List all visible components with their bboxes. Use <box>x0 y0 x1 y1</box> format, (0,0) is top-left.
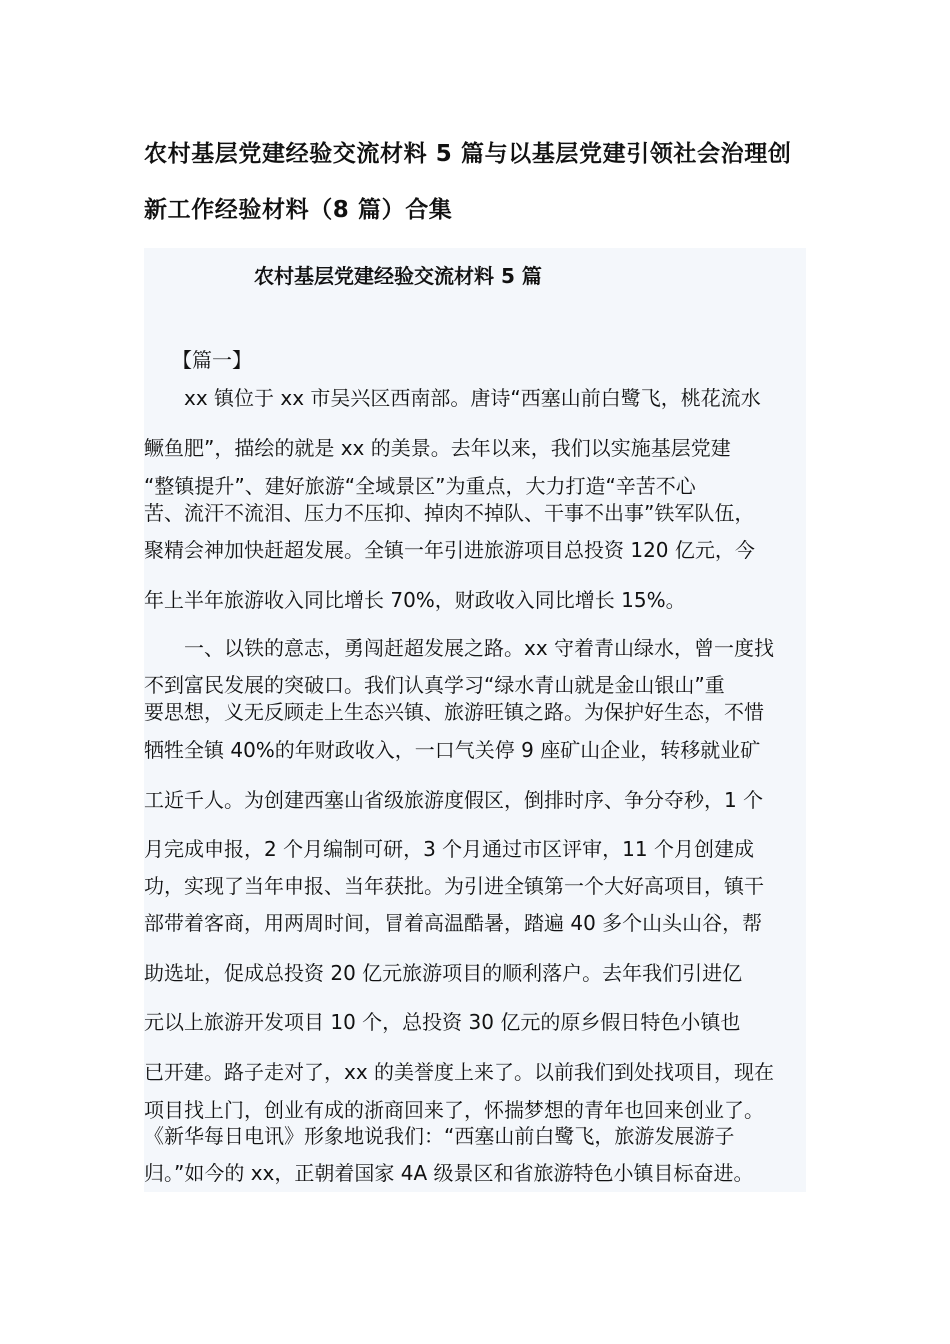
paragraph-line: 《新华每日电讯》形象地说我们：“西塞山前白鹭飞，旅游发展游子 <box>144 1124 735 1148</box>
paragraph-line: 聚精会神加快赶超发展。全镇一年引进旅游项目总投资 120 亿元，今 <box>144 538 755 562</box>
document-title-line-2: 新工作经验材料（8 篇）合集 <box>144 197 453 223</box>
section-heading: 农村基层党建经验交流材料 5 篇 <box>254 264 542 288</box>
paragraph-line: 月完成申报，2 个月编制可研，3 个月通过市区评审，11 个月创建成 <box>144 837 754 861</box>
document-title <box>144 126 824 238</box>
paragraph-line: 工近千人。为创建西塞山省级旅游度假区，倒排时序、争分夺秒，1 个 <box>144 788 764 812</box>
paragraph-line: 助选址，促成总投资 20 亿元旅游项目的顺利落户。去年我们引进亿 <box>144 961 743 985</box>
paragraph-line: xx 镇位于 xx 市吴兴区西南部。唐诗“西塞山前白鹭飞，桃花流水 <box>184 386 761 410</box>
document-title-line-1: 农村基层党建经验交流材料 5 篇与以基层党建引领社会治理创 <box>144 141 792 167</box>
paragraph-line: 牺牲全镇 40%的年财政收入，一口气关停 9 座矿山企业，转移就业矿 <box>144 738 761 762</box>
paragraph-line: “整镇提升”、建好旅游“全域景区”为重点，大力打造“辛苦不心 <box>144 474 696 498</box>
paragraph-line: 年上半年旅游收入同比增长 70%，财政收入同比增长 15%。 <box>144 588 686 612</box>
paragraph-line: 已开建。路子走对了，xx 的美誉度上来了。以前我们到处找项目，现在 <box>144 1060 775 1084</box>
paragraph-line: 项目找上门，创业有成的浙商回来了，怀揣梦想的青年也回来创业了。 <box>144 1098 764 1122</box>
content-panel <box>144 248 806 1192</box>
paragraph-line: 不到富民发展的突破口。我们认真学习“绿水青山就是金山银山”重 <box>144 673 725 697</box>
paragraph-line: 要思想，义无反顾走上生态兴镇、旅游旺镇之路。为保护好生态，不惜 <box>144 700 764 724</box>
paragraph-line: 鳜鱼肥”，描绘的就是 xx 的美景。去年以来，我们以实施基层党建 <box>144 436 731 460</box>
paragraph-line: 元以上旅游开发项目 10 个，总投资 30 亿元的原乡假日特色小镇也 <box>144 1010 741 1034</box>
paragraph-line: 归。”如今的 xx，正朝着国家 4A 级景区和省旅游特色小镇目标奋进。 <box>144 1161 754 1185</box>
paragraph-line: 功，实现了当年申报、当年获批。为引进全镇第一个大好高项目，镇干 <box>144 874 764 898</box>
paragraph-line: 部带着客商，用两周时间，冒着高温酷暑，踏遍 40 多个山头山谷，帮 <box>144 911 763 935</box>
paragraph-line: 一、以铁的意志，勇闯赶超发展之路。xx 守着青山绿水，曾一度找 <box>184 636 775 660</box>
part-label: 【篇一】 <box>172 348 252 372</box>
paragraph-line: 苦、流汗不流泪、压力不压抑、掉肉不掉队、干事不出事”铁军队伍， <box>144 501 755 525</box>
